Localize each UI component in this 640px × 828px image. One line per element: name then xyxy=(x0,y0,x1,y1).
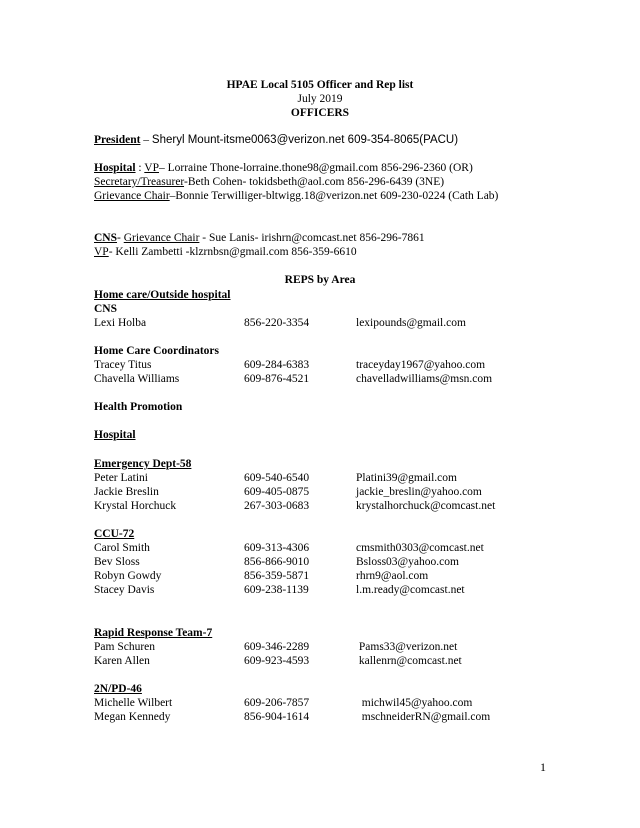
cns-grievance-line: CNS- Grievance Chair - Sue Lanis- irishrn@comcast.net 856-296-7861 xyxy=(94,232,425,244)
hospital-vp-line: Hospital : VP– Lorraine Thone-lorraine.thone98@gmail.com 856-296-2360 (OR) xyxy=(94,162,473,174)
rep-email: traceyday1967@yahoo.com xyxy=(356,359,486,371)
rep-email: jackie_breslin@yahoo.com xyxy=(356,486,482,498)
cns-grievance-details: - Sue Lanis- irishrn@comcast.net 856-296-7861 xyxy=(199,232,425,244)
president-sep: – xyxy=(140,134,152,146)
cns-grievance-role: Grievance Chair xyxy=(123,232,200,244)
rep-email: michwil45@yahoo.com xyxy=(356,697,473,709)
rep-email: mschneiderRN@gmail.com xyxy=(356,711,491,723)
rep-name: Pam Schuren xyxy=(94,641,156,653)
rep-name: Chavella Williams xyxy=(94,373,180,385)
rep-phone: 856-904-1614 xyxy=(244,711,310,723)
section-rapid-response: Rapid Response Team-7 xyxy=(94,627,213,639)
rep-name: Peter Latini xyxy=(94,472,148,484)
rep-phone: 267-303-0683 xyxy=(244,500,310,512)
rep-phone: 609-346-2289 xyxy=(244,641,310,653)
grievance-role: Grievance Chair xyxy=(94,190,170,202)
rep-name: Lexi Holba xyxy=(94,317,147,329)
cns-vp-details: - Kelli Zambetti -klzrnbsn@gmail.com 856-359-6610 xyxy=(108,246,357,258)
document-title: HPAE Local 5105 Officer and Rep list xyxy=(226,79,414,91)
rep-phone: 609-313-4306 xyxy=(244,542,310,554)
rep-phone: 609-284-6383 xyxy=(244,359,310,371)
section-home-care-coordinators: Home Care Coordinators xyxy=(94,345,219,357)
rep-email: Platini39@gmail.com xyxy=(356,472,457,484)
secretary-details: -Beth Cohen- tokidsbeth@aol.com 856-296-6439 (3NE) xyxy=(184,176,445,188)
rep-name: Tracey Titus xyxy=(94,359,152,371)
grievance-line xyxy=(94,189,498,203)
rep-email: chavelladwilliams@msn.com xyxy=(356,373,493,385)
grievance-details: –Bonnie Terwilliger-bltwigg.18@verizon.net 609-230-0224 (Cath Lab) xyxy=(169,190,499,202)
document-date: July 2019 xyxy=(297,93,343,105)
rep-email: rhrn9@aol.com xyxy=(356,570,429,582)
section-hospital: Hospital xyxy=(94,429,136,441)
rep-email: kallenrn@comcast.net xyxy=(356,655,462,667)
rep-email: Bsloss03@yahoo.com xyxy=(356,556,459,568)
rep-phone: 609-238-1139 xyxy=(244,584,309,596)
rep-name: Robyn Gowdy xyxy=(94,570,162,582)
section-health-promotion: Health Promotion xyxy=(94,401,183,413)
rep-phone: 856-866-9010 xyxy=(244,556,310,568)
page-number: 1 xyxy=(540,760,546,774)
rep-phone: 609-405-0875 xyxy=(244,486,310,498)
rep-phone: 609-540-6540 xyxy=(244,472,310,484)
hospital-label: Hospital xyxy=(94,162,136,174)
section-2n-pd: 2N/PD-46 xyxy=(94,683,142,695)
rep-email: lexipounds@gmail.com xyxy=(356,317,466,329)
cns-vp-line xyxy=(94,245,357,259)
rep-email: Pams33@verizon.net xyxy=(356,641,458,653)
rep-name: Stacey Davis xyxy=(94,584,155,596)
section-cns: CNS xyxy=(94,303,118,315)
rep-name: Megan Kennedy xyxy=(94,711,171,723)
reps-heading: REPS by Area xyxy=(284,274,356,286)
rep-name: Karen Allen xyxy=(94,655,150,667)
rep-phone: 856-359-5871 xyxy=(244,570,310,582)
cns-label: CNS xyxy=(94,232,118,244)
rep-email: cmsmith0303@comcast.net xyxy=(356,542,484,554)
vp-details: – Lorraine Thone-lorraine.thone98@gmail.com 856-296-2360 (OR) xyxy=(159,162,473,174)
president-line xyxy=(94,133,458,147)
rep-name: Michelle Wilbert xyxy=(94,697,173,709)
secretary-line xyxy=(94,175,444,189)
rep-name: Bev Sloss xyxy=(94,556,140,568)
section-emergency-dept: Emergency Dept-58 xyxy=(94,458,192,470)
secretary-role: Secretary/Treasurer xyxy=(94,176,185,188)
cns-vp-role: VP xyxy=(94,246,109,258)
rep-email: krystalhorchuck@comcast.net xyxy=(356,500,496,512)
rep-phone: 609-876-4521 xyxy=(244,373,310,385)
vp-role: VP xyxy=(144,162,159,174)
president-role: President xyxy=(94,134,141,146)
president-details: Sheryl Mount-itsme0063@verizon.net 609-354-8065(PACU) xyxy=(151,134,459,146)
officers-heading: OFFICERS xyxy=(290,107,350,119)
rep-email: l.m.ready@comcast.net xyxy=(356,584,465,596)
rep-phone: 856-220-3354 xyxy=(244,317,310,329)
section-ccu: CCU-72 xyxy=(94,528,135,540)
rep-name: Jackie Breslin xyxy=(94,486,159,498)
section-home-care: Home care/Outside hospital xyxy=(94,289,231,301)
rep-name: Carol Smith xyxy=(94,542,150,554)
rep-name: Krystal Horchuck xyxy=(94,500,177,512)
rep-phone: 609-206-7857 xyxy=(244,697,310,709)
rep-phone: 609-923-4593 xyxy=(244,655,310,667)
